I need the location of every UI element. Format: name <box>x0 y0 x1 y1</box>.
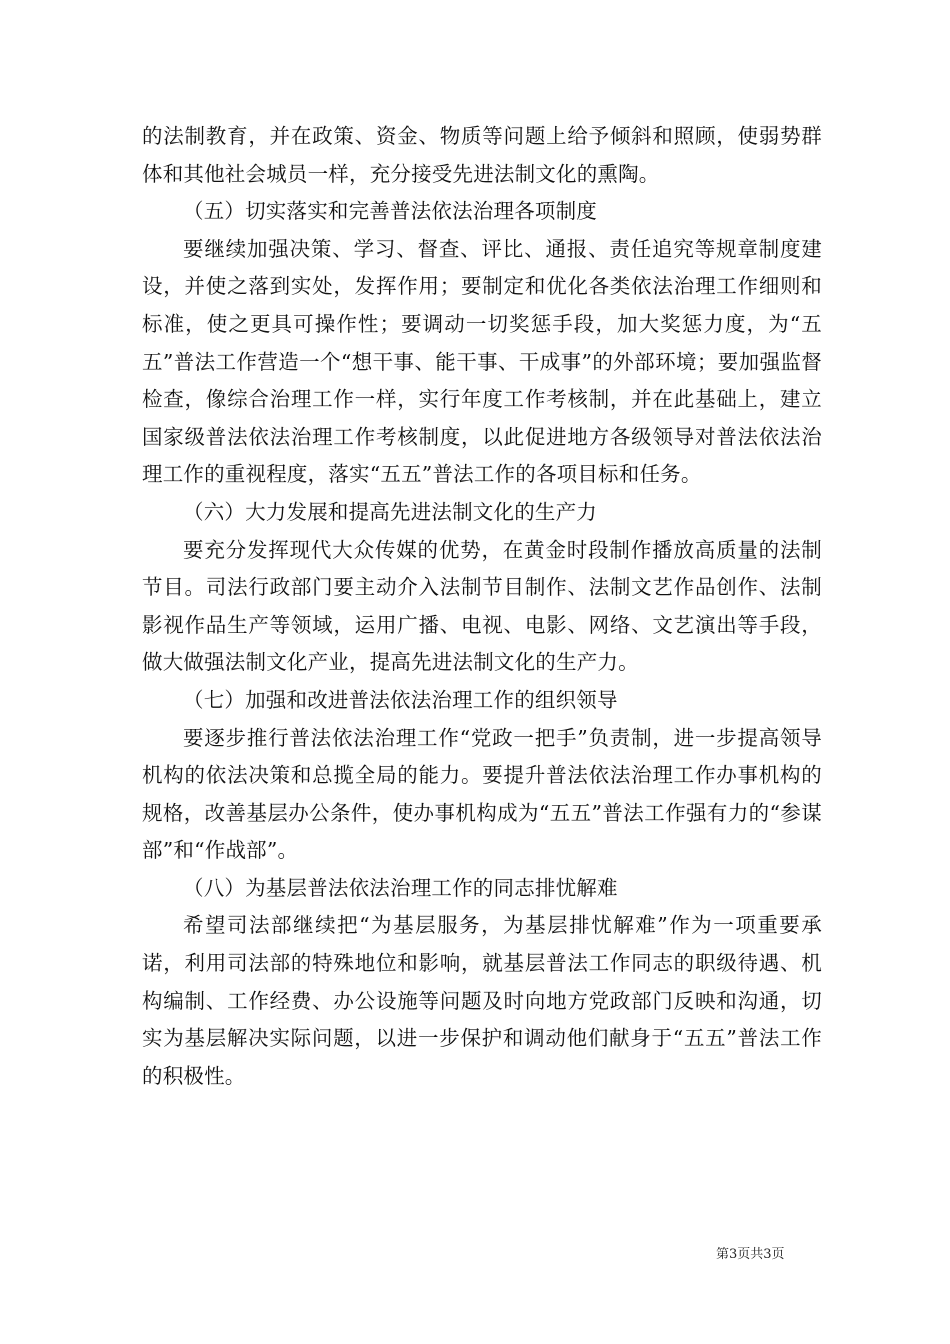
paragraph-section-6: 要充分发挥现代大众传媒的优势，在黄金时段制作播放高质量的法制节目。司法行政部门要主动介入法制节目制作、法制文艺作品创作、法制影视作品生产等领域，运用广播、电视、电影、网络、文艺演出等手段，做大做强法制文化产业，提高先进法制文化的生产力。 <box>142 537 822 675</box>
section-heading-7: （七）加强和改进普法依法治理工作的组织领导 <box>183 687 618 712</box>
page-number: 第3页共3页 <box>716 1247 785 1262</box>
document-body <box>142 118 822 1095</box>
paragraph-section-8: 希望司法部继续把“为基层服务，为基层排忧解难”作为一项重要承诺，利用司法部的特殊地位和影响，就基层普法工作同志的职级待遇、机构编制、工作经费、办公设施等问题及时向地方党政部门反映和沟通，切实为基层解决实际问题，以进一步保护和调动他们献身于“五五”普法工作的积极性。 <box>142 913 822 1088</box>
paragraph-continuation: 的法制教育，并在政策、资金、物质等问题上给予倾斜和照顾，使弱势群体和其他社会城员一样，充分接受先进法制文化的熏陶。 <box>142 124 822 186</box>
section-heading-5: （五）切实落实和完善普法依法治理各项制度 <box>183 199 597 224</box>
section-heading-6: （六）大力发展和提高先进法制文化的生产力 <box>183 499 597 524</box>
paragraph-section-7: 要逐步推行普法依法治理工作“党政一把手”负责制，进一步提高领导机构的依法决策和总揽全局的能力。要提升普法依法治理工作办事机构的规格，改善基层办公条件，使办事机构成为“五五”普法工作强有力的“参谋部”和“作战部”。 <box>142 725 822 863</box>
paragraph-section-5: 要继续加强决策、学习、督查、评比、通报、责任追究等规章制度建设，并使之落到实处，发挥作用；要制定和优化各类依法治理工作细则和标准，使之更具可操作性；要调动一切奖惩手段，加大奖惩力度，为“五五”普法工作营造一个“想干事、能干事、干成事”的外部环境；要加强监督检查，像综合治理工作一样，实行年度工作考核制，并在此基础上，建立国家级普法依法治理工作考核制度，以此促进地方各级领导对普法依法治理工作的重视程度，落实“五五”普法工作的各项目标和任务。 <box>142 236 822 487</box>
section-heading-8: （八）为基层普法依法治理工作的同志排忧解难 <box>183 875 618 900</box>
